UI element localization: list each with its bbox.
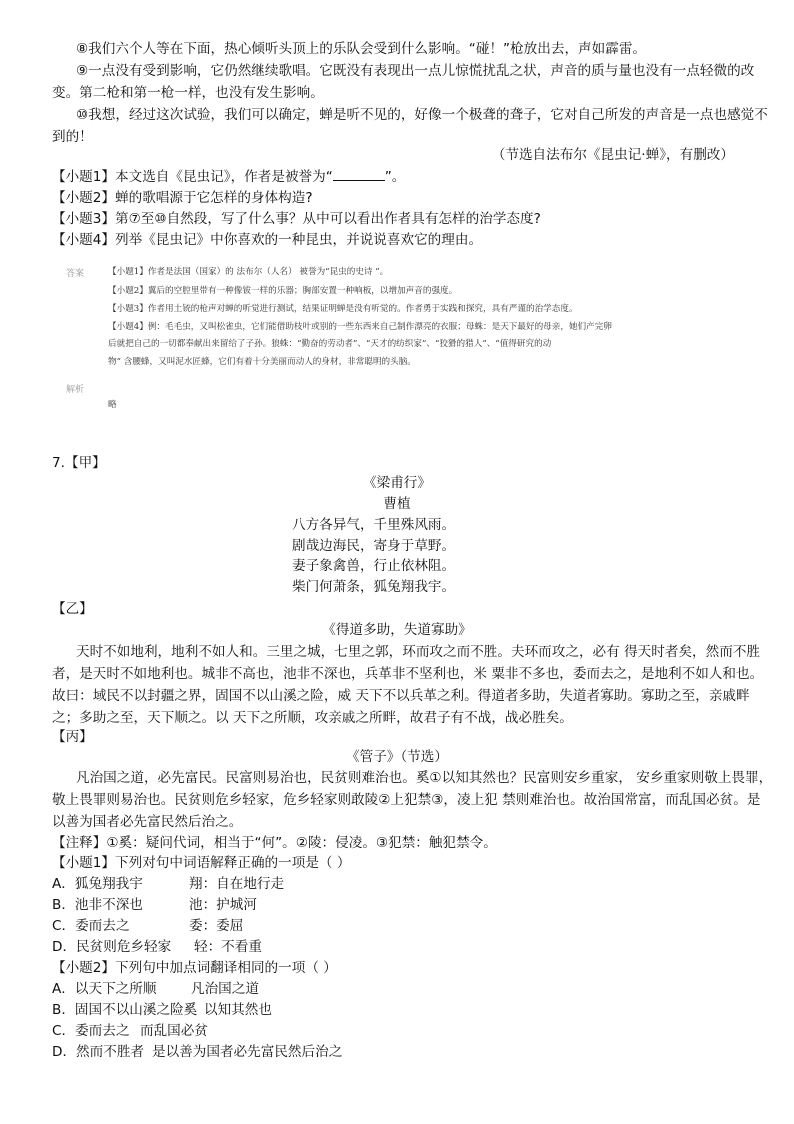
- sub-question-2: 【小题2】下列句中加点词翻译相同的一项（ ）: [52, 960, 337, 976]
- yi-line: 故曰：域民不以封疆之界，固国不以山溪之险，威 天下不以兵革之利。得道者多助，失道者寡助。寡助之至，亲戚畔: [52, 688, 750, 704]
- option-part-a: A．以天下之所顺: [52, 981, 157, 997]
- question-1: [52, 166, 405, 188]
- answer-line-4: 【小题4】例：毛毛虫，又叫松雀虫，它们能借助枝叶或别的一些东西来自己制作漂亮的衣服；母蛛：是天下最好的母亲，她们产完卵: [108, 322, 612, 332]
- paragraph-9-line-1: ⑨一点没有受到影响，它仍然继续歌唱。它既没有表现出一点儿惊慌扰乱之状，声音的质与量也没有一点轻微的改: [76, 63, 755, 79]
- section-bing-title: 《管子》（节选）: [346, 749, 448, 765]
- question-1-suffix: ”。: [384, 169, 406, 185]
- bing-line: 凡治国之道，必先富民。民富则易治也，民贫则难治也。奚①以知其然也？民富则安乡重家， 安乡重家则敬上畏罪，: [76, 770, 773, 786]
- option-part-b: 凡治国之道: [191, 981, 259, 997]
- yi-line: 者，是天时不如地利也。城非不高也，池非不深也，兵革非不坚利也，米 粟非不多也，委而去之，是地利不如人和也。: [52, 666, 764, 682]
- bing-line: 以善为国者必先富民然后治之。: [52, 814, 243, 830]
- question-4: 【小题4】列举《昆虫记》中你喜欢的一种昆虫，并说说喜欢它的理由。: [52, 232, 483, 248]
- question-1-prefix: 【小题1】本文选自《昆虫记》，作者是被誉为“: [52, 169, 333, 185]
- poem-title: 《梁甫行》: [363, 475, 431, 491]
- option-c: [52, 915, 244, 937]
- answer-line-3: 【小题3】作者用土铳的枪声对蝉的听觉进行测试，结果证明蝉是没有听觉的。作者勇于实践和探究，具有严谨的治学态度。: [108, 304, 578, 314]
- yi-line: 天时不如地利，地利不如人和。三里之城，七里之郭，环而攻之而不胜。夫环而攻之，必有 得天时者矣，然而不胜: [76, 644, 761, 660]
- answer-blank: [333, 167, 385, 181]
- answer-line-2: 【小题2】翼后的空腔里带有一种像钹一样的乐器；胸部安置一种响板，以增加声音的强度。: [108, 286, 458, 296]
- option-explain: 轻：不看重: [194, 939, 262, 955]
- question-2: 【小题2】蝉的歌唱源于它怎样的身体构造?: [52, 190, 313, 206]
- option-part-a: D．然而不胜者: [52, 1044, 145, 1060]
- option-part-a: B．固国不以山溪之险奚: [52, 1002, 198, 1018]
- poem-author: 曹植: [383, 496, 411, 512]
- option-b: [52, 894, 257, 916]
- paragraph-10-line-1: ⑩我想，经过这次试验，我们可以确定，蝉是听不见的，好像一个极聋的聋子，它对自己所发的声音是一点也感觉不: [76, 107, 768, 123]
- paragraph-9-line-2: 变。第二枪和第一枪一样，也没有发生影响。: [52, 85, 324, 101]
- option-explain: 池：护城河: [189, 897, 257, 913]
- option-sentence: D．民贫则危乡轻家: [52, 939, 172, 955]
- sub-question-1: 【小题1】下列对句中词语解释正确的一项是（ ）: [52, 855, 351, 871]
- section-bing-label: 【丙】: [52, 729, 93, 745]
- source-citation: （节选自法布尔《昆虫记·蝉》，有删改）: [491, 147, 734, 163]
- poem-line: 剧哉边海民，寄身于草野。: [292, 538, 456, 554]
- poem-line: 八方各异气，千里殊风雨。: [292, 517, 456, 533]
- option-sentence: C．委而去之: [52, 918, 130, 934]
- question-3: 【小题3】第⑦至⑩自然段，写了什么事？从中可以看出作者具有怎样的治学态度?: [52, 211, 541, 227]
- analysis-label: 解析: [66, 385, 85, 395]
- poem-line: 妻子象禽兽，行止依林阻。: [292, 558, 456, 574]
- answer-line-1: 【小题1】作者是法国（国家）的 法布尔（人名） 被誉为“昆虫的史诗 ”。: [108, 267, 389, 277]
- option-sentence: B．池非不深也: [52, 897, 143, 913]
- yi-line: 之；多助之至，天下顺之。以 天下之所顺，攻亲戚之所畔，故君子有不战，战必胜矣。: [52, 710, 573, 726]
- section-yi-title: 《得道多助，失道寡助》: [322, 622, 472, 638]
- option-explain: 翔：自在地行走: [189, 876, 285, 892]
- paragraph-8: ⑧我们六个人等在下面，热心倾听头顶上的乐队会受到什么影响。“碰！”枪放出去，声如霹雷。: [76, 41, 647, 57]
- option-a: [52, 873, 285, 895]
- option-d: [52, 1041, 343, 1063]
- option-explain: 委：委屈: [189, 918, 244, 934]
- annotation-note: 【注释】①奚：疑问代词，相当于“何”。②陵：侵凌。③犯禁：触犯禁令。: [52, 835, 497, 851]
- item-7-heading: 7.【甲】: [52, 455, 106, 471]
- answer-line-6: 物” 含腰蜂，又叫泥水匠蜂，它们有着十分美丽而动人的身材，非常聪明的头脑。: [108, 357, 416, 367]
- answer-label: 答案: [66, 269, 85, 279]
- option-part-b: 以知其然也: [204, 1002, 272, 1018]
- option-part-a: C．委而去之: [52, 1023, 130, 1039]
- option-a: [52, 978, 259, 1000]
- option-b: [52, 999, 272, 1021]
- analysis-text: 略: [108, 400, 117, 410]
- section-yi-label: 【乙】: [52, 601, 93, 617]
- poem-line: 柴门何萧条，狐兔翔我宇。: [292, 579, 456, 595]
- option-part-b: 而乱国必贫: [140, 1023, 208, 1039]
- option-d: [52, 936, 262, 958]
- answer-line-5: 后就把自己的一切都奉献出来留给了子孙。狼蛛：“勤奋的劳动者”、“天才的纺织家”、“狡猾的猎人”、“值得研究的动: [108, 339, 552, 349]
- option-part-b: 是以善为国者必先富民然后治之: [152, 1044, 343, 1060]
- option-sentence: A．狐兔翔我宇: [52, 876, 143, 892]
- bing-line: 敬上畏罪则易治也。民贫则危乡轻家，危乡轻家则敢陵②上犯禁③，凌上犯 禁则难治也。故治国常富，而乱国必贫。是: [52, 792, 761, 808]
- option-c: [52, 1020, 208, 1042]
- paragraph-10-line-2: 到的！: [52, 129, 93, 145]
